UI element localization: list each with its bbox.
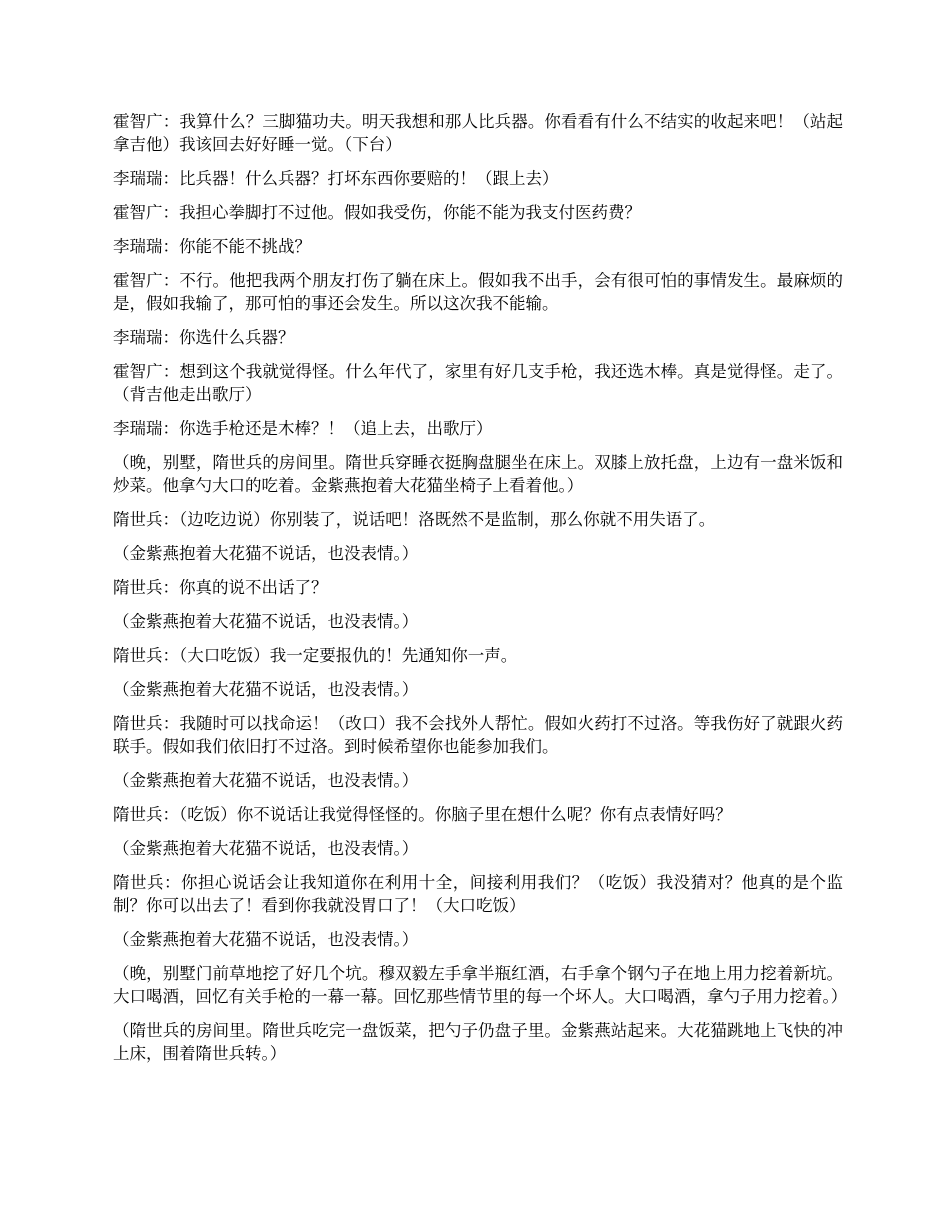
paragraph: 隋世兵：（吃饭）你不说话让我觉得怪怪的。你脑子里在想什么呢？你有点表情好吗？ — [113, 805, 732, 824]
paragraph: （晚，别墅门前草地挖了好几个坑。穆双毅左手拿半瓶红酒，右手拿个钢勺子在地上用力挖着新坑。大口喝酒，回忆有关手枪的一幕一幕。回忆那些情节里的每一个坏人。大口喝酒，拿勺子用力挖着。） — [113, 964, 848, 1006]
document-page — [113, 110, 848, 1076]
paragraph: （金紫燕抱着大花猫不说话，也没表情。） — [113, 839, 419, 858]
paragraph: 霍智广：不行。他把我两个朋友打伤了躺在床上。假如我不出手，会有很可怕的事情发生。最麻烦的是，假如我输了，那可怕的事还会发生。所以这次我不能输。 — [113, 271, 843, 313]
paragraph: 李瑞瑞：你选什么兵器？ — [113, 328, 295, 347]
paragraph: 隋世兵：（大口吃饭）我一定要报仇的！先通知你一声。 — [113, 646, 518, 665]
paragraph: 李瑞瑞：比兵器！什么兵器？打坏东西你要赔的！（跟上去） — [113, 169, 559, 188]
paragraph: 霍智广：我担心拳脚打不过他。假如我受伤，你能不能为我支付医药费？ — [113, 203, 641, 222]
paragraph: （隋世兵的房间里。隋世兵吃完一盘饭菜，把勺子仍盘子里。金紫燕站起来。大花猫跳地上飞快的冲上床，围着隋世兵转。） — [113, 1021, 843, 1063]
paragraph: （晚，别墅，隋世兵的房间里。隋世兵穿睡衣挺胸盘腿坐在床上。双膝上放托盘，上边有一盘米饭和炒菜。他拿勺大口的吃着。金紫燕抱着大花猫坐椅子上看着他。） — [113, 453, 843, 495]
paragraph: 隋世兵：我随时可以找命运！（改口）我不会找外人帮忙。假如火药打不过洛。等我伤好了就跟火药联手。假如我们依旧打不过洛。到时候希望你也能参加我们。 — [113, 714, 843, 756]
paragraph: （金紫燕抱着大花猫不说话，也没表情。） — [113, 544, 419, 563]
paragraph: （金紫燕抱着大花猫不说话，也没表情。） — [113, 680, 419, 699]
paragraph: （金紫燕抱着大花猫不说话，也没表情。） — [113, 771, 419, 790]
paragraph: 李瑞瑞：你选手枪还是木棒？！（追上去，出歌厅） — [113, 419, 493, 438]
paragraph: 隋世兵：你真的说不出话了？ — [113, 578, 328, 597]
paragraph: 隋世兵：（边吃边说）你别装了，说话吧！洛既然不是监制，那么你就不用失语了。 — [113, 510, 716, 529]
paragraph: 李瑞瑞：你能不能不挑战？ — [113, 237, 311, 256]
paragraph: 霍智广：想到这个我就觉得怪。什么年代了，家里有好几支手枪，我还选木棒。真是觉得怪。走了。（背吉他走出歌厅） — [113, 362, 843, 404]
paragraph: 隋世兵：你担心说话会让我知道你在利用十全，间接利用我们？（吃饭）我没猜对？他真的是个监制？你可以出去了！看到你我就没胃口了！（大口吃饭） — [113, 873, 843, 915]
paragraph: 霍智广：我算什么？三脚猫功夫。明天我想和那人比兵器。你看看有什么不结实的收起来吧！（站起拿吉他）我该回去好好睡一觉。（下台） — [113, 112, 843, 154]
paragraph: （金紫燕抱着大花猫不说话，也没表情。） — [113, 612, 419, 631]
paragraph: （金紫燕抱着大花猫不说话，也没表情。） — [113, 930, 419, 949]
